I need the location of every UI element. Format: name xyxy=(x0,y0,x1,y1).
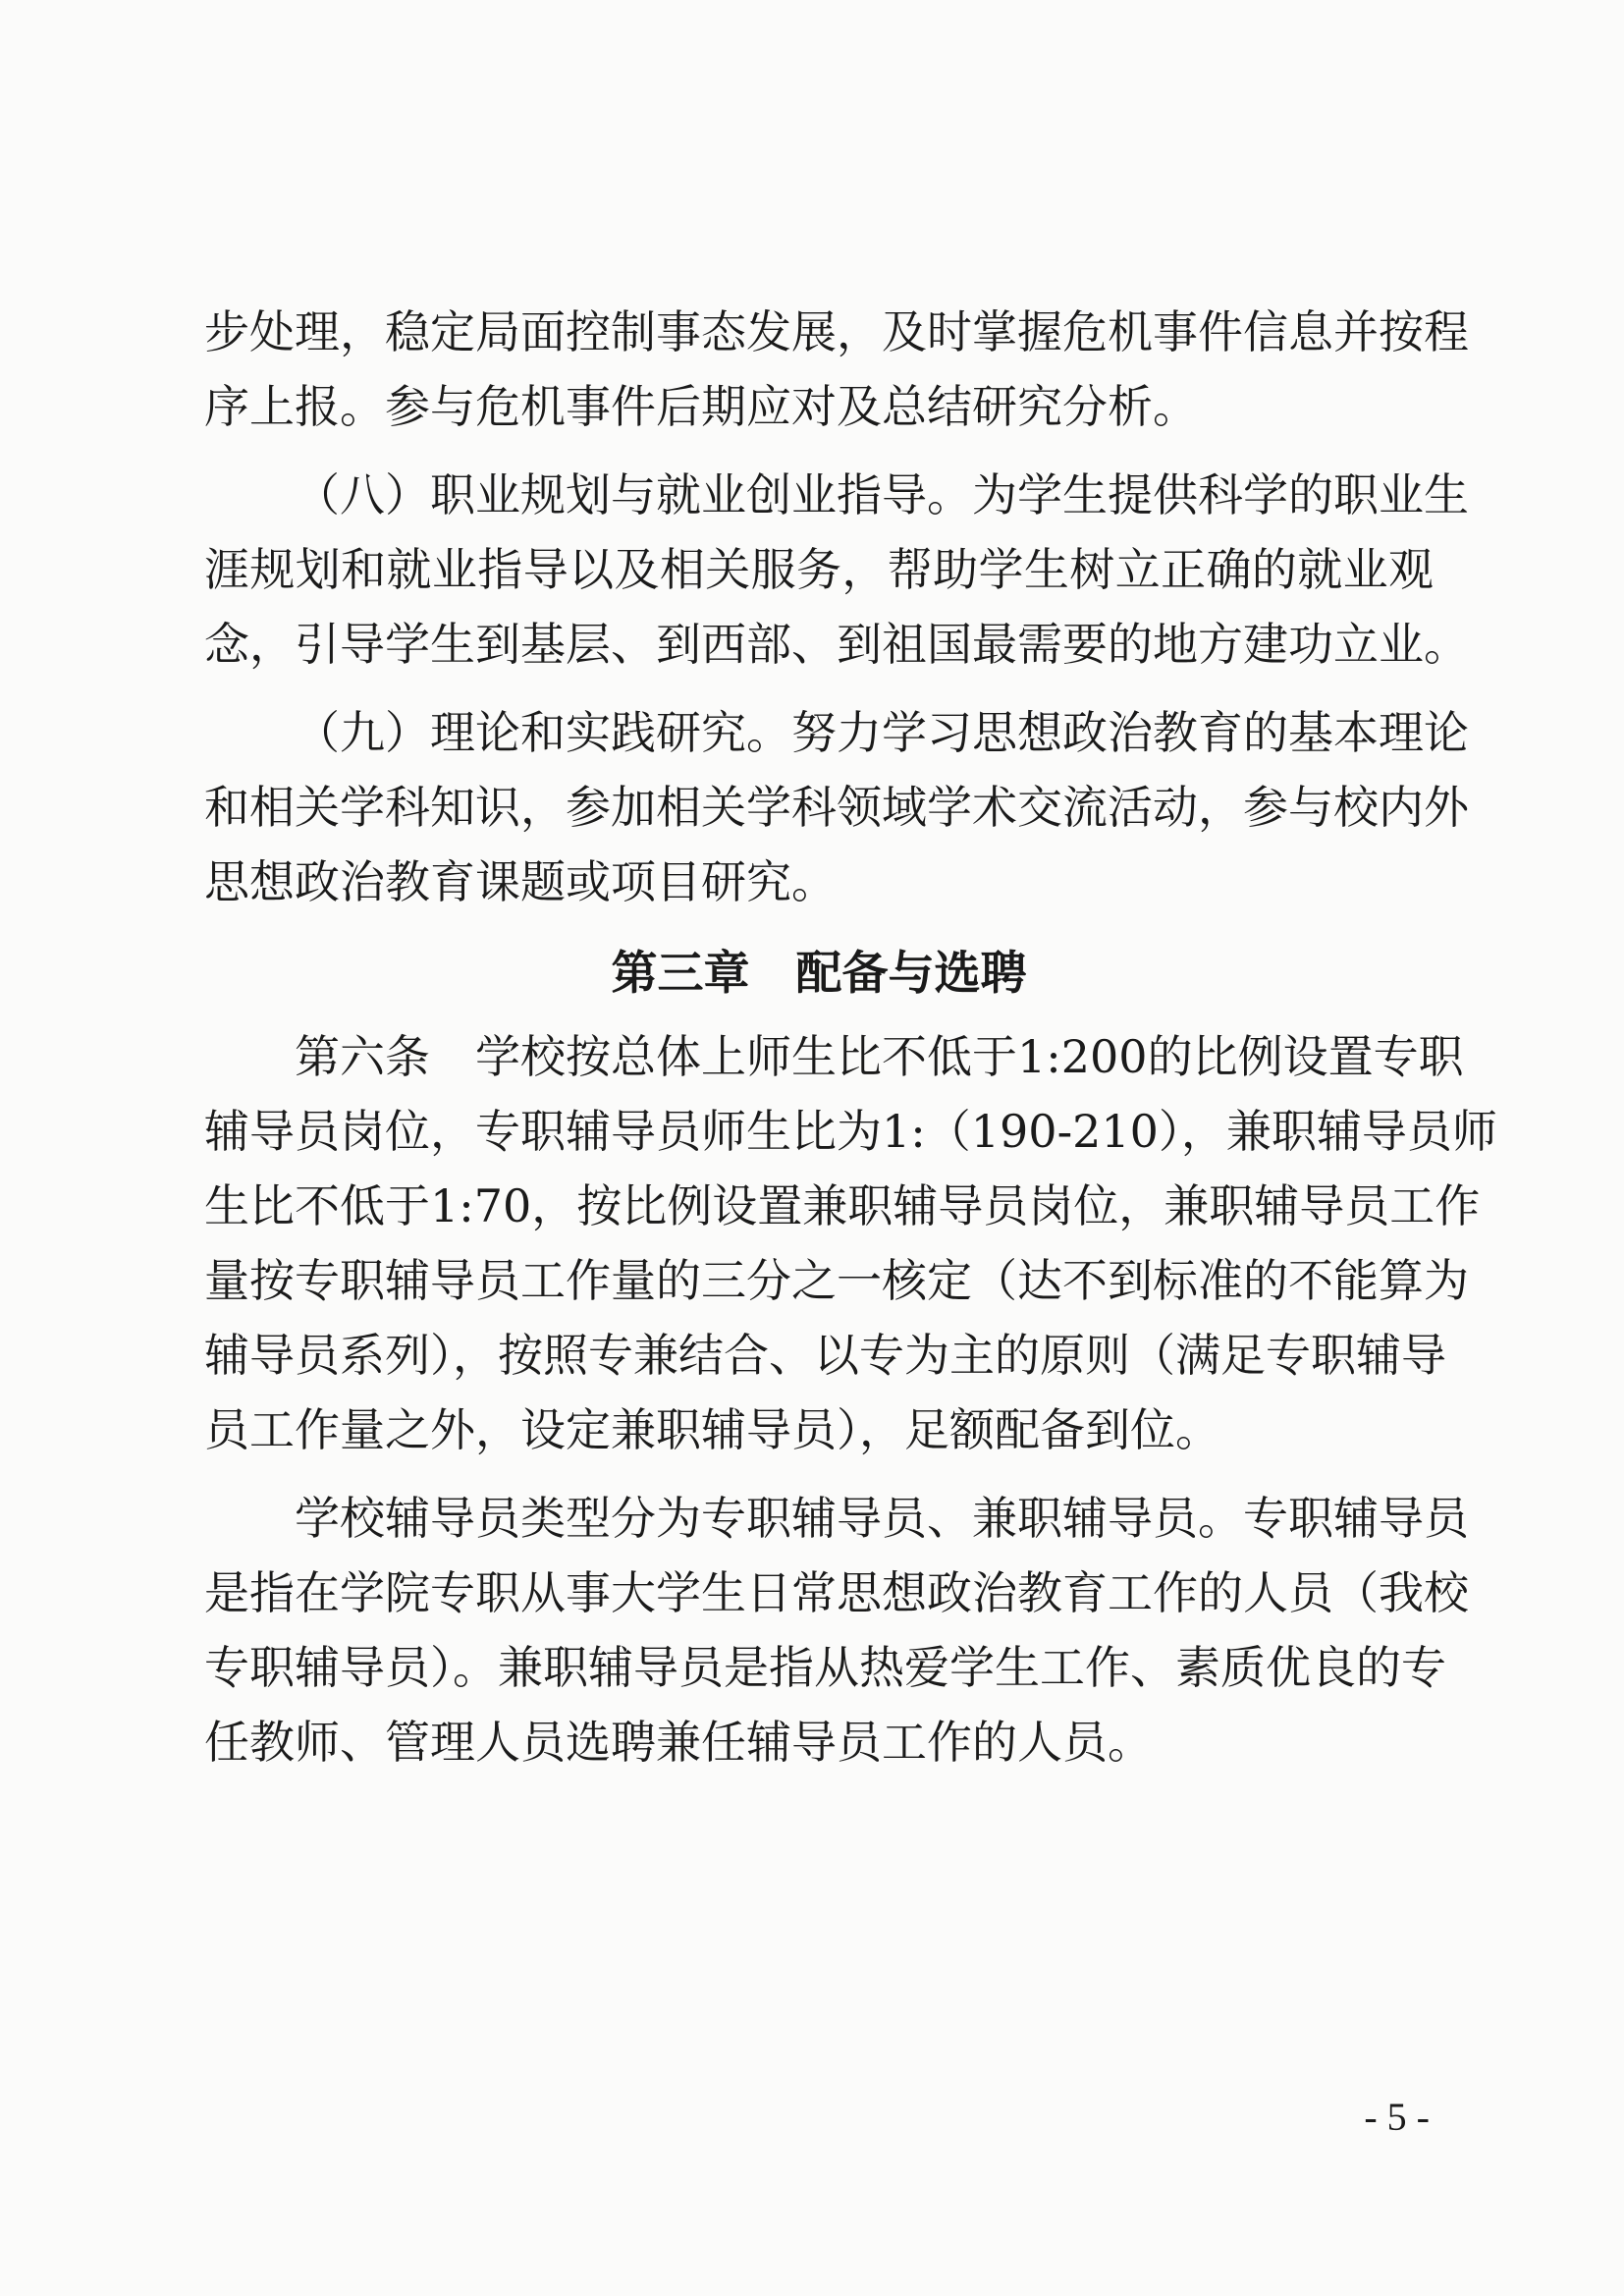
chapter-title: 第三章 配备与选聘 xyxy=(611,947,1027,1001)
paragraph-line: 是指在学院专职从事大学生日常思想政治教育工作的人员（我校 xyxy=(204,1566,1469,1619)
paragraph-line: 员工作量之外，设定兼职辅导员），足额配备到位。 xyxy=(204,1403,1220,1456)
paragraph-line: 辅导员岗位，专职辅导员师生比为1:（190-210），兼职辅导员师 xyxy=(204,1105,1497,1158)
paragraph-line: 任教师、管理人员选聘兼任辅导员工作的人员。 xyxy=(204,1716,1153,1769)
paragraph-line: 专职辅导员）。兼职辅导员是指从热爱学生工作、素质优良的专 xyxy=(204,1641,1446,1694)
paragraph-line: 第六条 学校按总体上师生比不低于1:200的比例设置专职 xyxy=(295,1030,1464,1083)
paragraph-line: 念，引导学生到基层、到西部、到祖国最需要的地方建功立业。 xyxy=(204,618,1469,671)
paragraph-line: 学校辅导员类型分为专职辅导员、兼职辅导员。专职辅导员 xyxy=(295,1492,1469,1545)
paragraph-line: （九）理论和实践研究。努力学习思想政治教育的基本理论 xyxy=(295,706,1469,759)
paragraph-line: 生比不低于1:70，按比例设置兼职辅导员岗位，兼职辅导员工作 xyxy=(204,1179,1481,1232)
paragraph-line: 辅导员系列），按照专兼结合、以专为主的原则（满足专职辅导 xyxy=(204,1329,1446,1382)
paragraph-line: 涯规划和就业指导以及相关服务，帮助学生树立正确的就业观 xyxy=(204,543,1434,596)
paragraph-line: 思想政治教育课题或项目研究。 xyxy=(204,855,837,908)
paragraph-line: （八）职业规划与就业创业指导。为学生提供科学的职业生 xyxy=(295,468,1469,521)
paragraph-line: 步处理，稳定局面控制事态发展，及时掌握危机事件信息并按程 xyxy=(204,305,1469,358)
paragraph-line: 序上报。参与危机事件后期应对及总结研究分析。 xyxy=(204,380,1198,433)
paragraph-line: 量按专职辅导员工作量的三分之一核定（达不到标准的不能算为 xyxy=(204,1254,1469,1307)
page-number: - 5 - xyxy=(1364,2095,1430,2139)
document-body xyxy=(204,295,1497,1779)
paragraph-line: 和相关学科知识，参加相关学科领域学术交流活动，参与校内外 xyxy=(204,781,1469,834)
